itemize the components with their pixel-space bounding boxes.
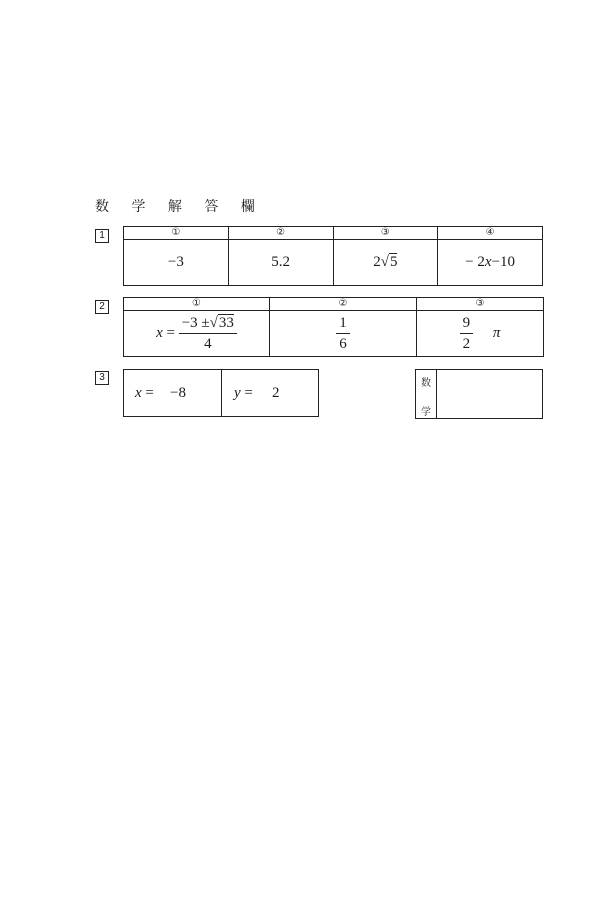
q3-y-answer-box[interactable] xyxy=(221,369,319,417)
sqrt-sign: √ xyxy=(209,315,218,331)
score-label-char-1: 数 xyxy=(421,378,431,389)
sqrt-sign: √ xyxy=(380,254,389,270)
q2-header-2: ② xyxy=(270,298,417,311)
q3-x-equals: = xyxy=(145,385,154,401)
q1-answer-3[interactable] xyxy=(333,240,438,286)
q2-answer-1-equals: = xyxy=(166,324,175,341)
question-2-number: 2 xyxy=(95,300,109,314)
q1-answer-2[interactable] xyxy=(228,240,333,286)
question-3-number: 3 xyxy=(95,371,109,385)
q1-answer-2-text: 5.2 xyxy=(271,254,290,270)
fraction-numerator: 1 xyxy=(336,315,350,334)
question-1-table xyxy=(123,226,543,286)
q1-header-4: ④ xyxy=(438,227,543,240)
q2-answer-2[interactable] xyxy=(270,311,417,357)
q1-header-3: ③ xyxy=(333,227,438,240)
q3-x-value: −8 xyxy=(170,385,186,401)
fraction-denominator: 4 xyxy=(204,336,212,352)
q1-answer-4-variable: x xyxy=(484,254,492,270)
fraction-numerator: 9 xyxy=(460,315,474,334)
q1-answer-3-coefficient: 2 xyxy=(373,254,381,270)
q3-x-answer-box[interactable] xyxy=(123,369,222,417)
q2-answer-2-fraction xyxy=(336,315,350,352)
fraction-denominator: 2 xyxy=(462,336,471,352)
q3-y-equals: = xyxy=(244,385,253,401)
q1-answer-4-coefficient: − 2 xyxy=(465,254,485,270)
score-subject-label xyxy=(416,370,437,418)
score-label-char-2: 学 xyxy=(421,407,431,418)
numerator-lead: −3 ± xyxy=(181,315,210,331)
q1-answer-1-text: −3 xyxy=(167,254,184,270)
q2-answer-3[interactable] xyxy=(417,311,544,357)
q2-header-1: ① xyxy=(124,298,270,311)
question-1-number: 1 xyxy=(95,229,109,243)
q1-header-1: ① xyxy=(124,227,229,240)
q1-answer-4[interactable] xyxy=(438,240,543,286)
question-2-table xyxy=(123,297,544,357)
q2-answer-1-fraction xyxy=(179,315,237,352)
fraction-numerator xyxy=(179,315,237,334)
numerator-radicand: 33 xyxy=(218,315,234,331)
q2-header-3: ③ xyxy=(417,298,544,311)
q2-answer-1-variable: x xyxy=(156,324,163,341)
answer-sheet-title: 数 学 解 答 欄 xyxy=(95,199,264,215)
q1-header-2: ② xyxy=(228,227,333,240)
q1-answer-1[interactable] xyxy=(124,240,229,286)
q1-answer-4-constant: −10 xyxy=(491,254,516,270)
fraction-denominator: 6 xyxy=(339,336,347,352)
q2-answer-1[interactable] xyxy=(124,311,270,357)
q3-y-label: y xyxy=(234,385,241,401)
q3-x-label: x xyxy=(135,385,142,401)
q3-y-value: 2 xyxy=(272,385,280,401)
score-box xyxy=(415,369,543,419)
q2-answer-3-fraction xyxy=(460,315,474,352)
q1-answer-3-radicand: 5 xyxy=(389,254,398,270)
q2-answer-3-pi: π xyxy=(492,324,501,341)
